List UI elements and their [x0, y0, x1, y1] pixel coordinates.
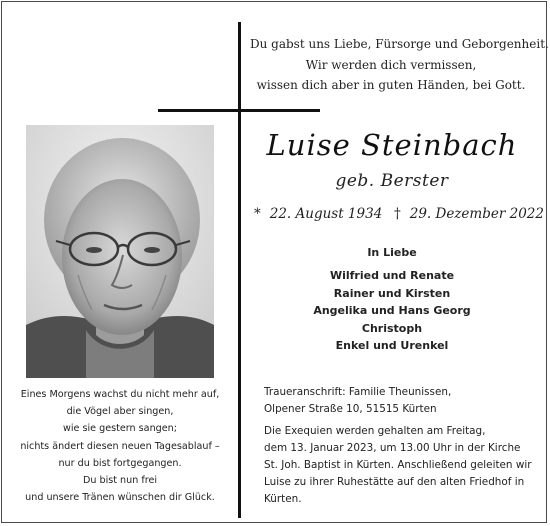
bottom-verse: [10, 386, 230, 506]
bottom-verse-line: die Vögel aber singen,: [66, 406, 174, 418]
death-symbol: †: [394, 206, 401, 222]
bottom-verse-line: wie sie gestern sangen;: [63, 423, 177, 435]
top-verse-line: Wir werden dich vermissen,: [305, 57, 477, 72]
top-verse: [250, 34, 549, 96]
birth-date: 22. August 1934: [269, 206, 383, 222]
bottom-verse-line: nichts ändert diesen neuen Tagesablauf –: [20, 440, 220, 452]
bottom-verse-line: und unsere Tränen wünschen dir Glück.: [25, 492, 215, 504]
birth-date-group: [254, 206, 382, 222]
mourning-address: [264, 384, 544, 418]
mourners-heading: In Liebe: [367, 246, 417, 259]
birth-name: geb. Berster: [335, 171, 449, 191]
top-verse-line: wissen dich aber in guten Händen, bei Gott.: [256, 78, 526, 92]
address-line: Olpener Straße 10, 51515 Kürten: [264, 403, 437, 415]
mourner-name: Angelika und Hans Georg: [313, 304, 471, 318]
mourner-name: Rainer und Kirsten: [333, 286, 451, 300]
service-line: Kürten.: [264, 493, 302, 505]
mourner-name: Enkel und Urenkel: [335, 339, 449, 353]
top-verse-line: Du gabst uns Liebe, Fürsorge und Geborgenheit.: [250, 37, 549, 51]
deceased-name: Luise Steinbach: [266, 128, 518, 162]
bottom-verse-line: Du bist nun frei: [82, 475, 158, 487]
mourner-name: Wilfried und Renate: [329, 269, 455, 282]
bottom-verse-line: Eines Morgens wachst du nicht mehr auf,: [20, 389, 220, 400]
service-line: Die Exequien werden gehalten am Freitag,: [264, 425, 486, 437]
death-date-group: [394, 206, 544, 222]
portrait-photo: [26, 125, 214, 378]
birth-symbol: *: [254, 206, 261, 222]
mourners-list: [248, 267, 536, 355]
service-line: St. Joh. Baptist in Kürten. Anschließend geleiten wir: [264, 459, 532, 471]
bottom-verse-line: nur du bist fortgegangen.: [58, 457, 182, 469]
cross-horizontal-bar: [158, 109, 320, 112]
service-line: dem 13. Januar 2023, um 13.00 Uhr in der Kirche: [264, 442, 521, 454]
service-line: Luise zu ihrer Ruhestätte auf den alten Friedhof in: [264, 476, 525, 488]
address-line: Traueranschrift: Familie Theunissen,: [264, 386, 452, 398]
death-date: 29. Dezember 2022: [409, 206, 544, 222]
funeral-service-info: [264, 423, 544, 508]
cross-vertical-bar: [238, 22, 241, 518]
mourner-name: Christoph: [361, 321, 423, 335]
